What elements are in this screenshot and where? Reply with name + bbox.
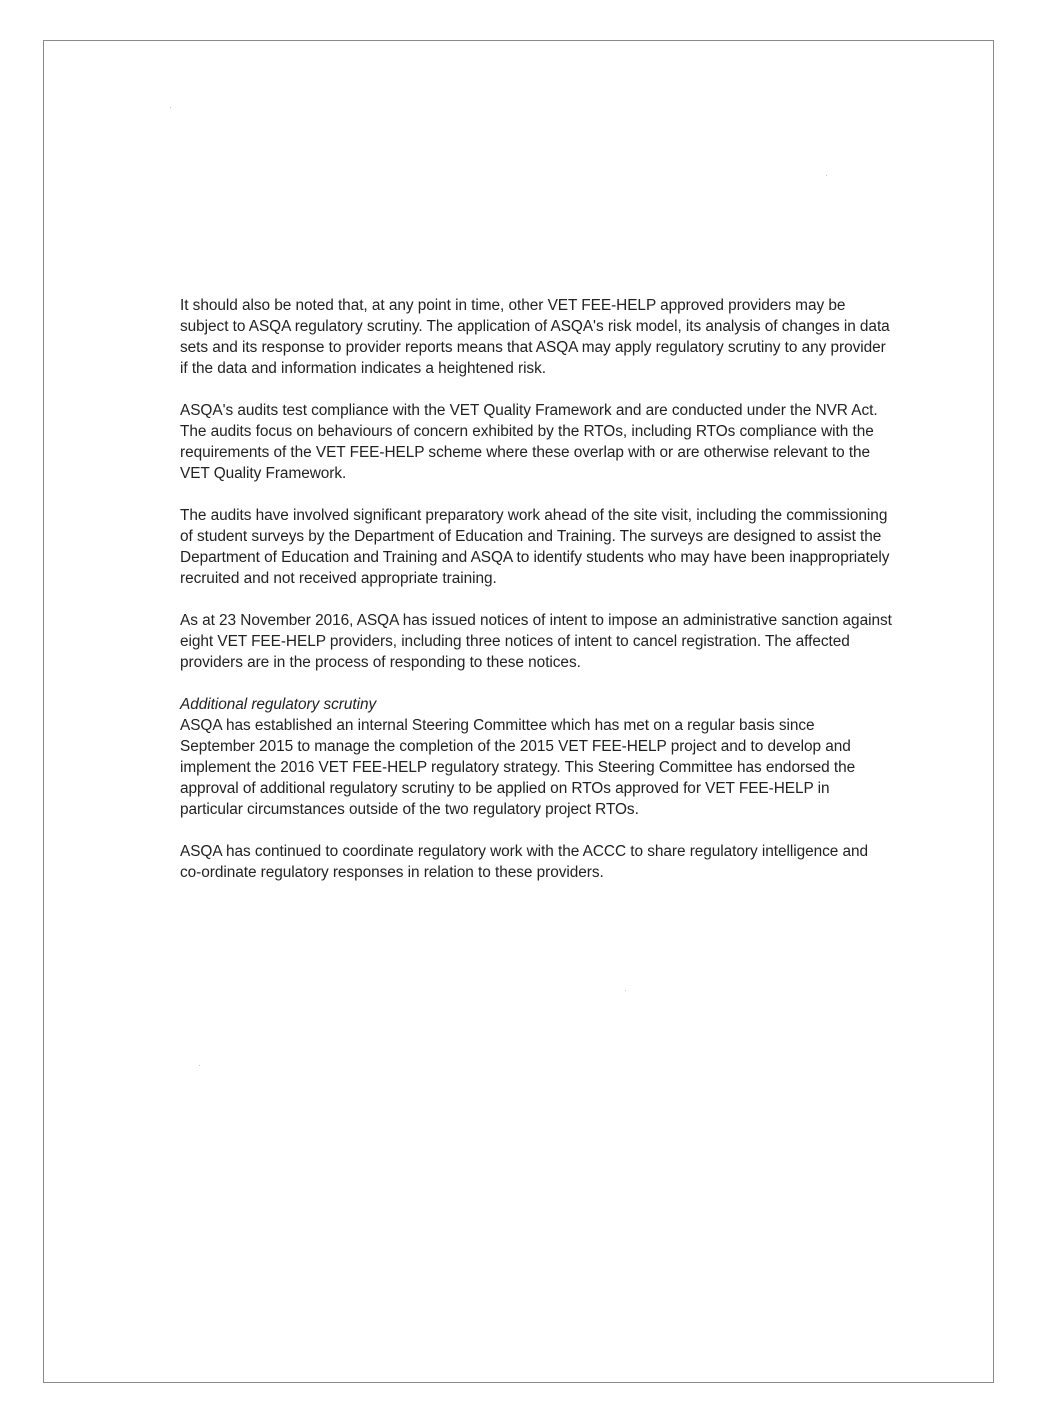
paragraph-steering-committee: ASQA has established an internal Steering Committee which has met on a regular basis since September 2015 to manage the completion of the 2015 VET FEE-HELP project and to develop and implement the 2016 VET FEE-HELP regulatory strategy. This Steering Committee has endorsed the approval of additional regulatory scrutiny to be applied on RTOs approved for VET FEE-HELP in particular circumstances outside of the two regulatory project RTOs. xyxy=(180,717,856,818)
document-body xyxy=(180,295,892,904)
scan-speck xyxy=(170,107,171,108)
scan-speck xyxy=(625,990,626,991)
paragraph-asqa-audits: ASQA's audits test compliance with the VET Quality Framework and are conducted under the NVR Act. The audits focus on behaviours of concern exhibited by the RTOs, including RTOs compliance with the requirements of the VET FEE-HELP scheme where these overlap with or are otherwise relevant to the VET Quality Framework. xyxy=(180,402,878,482)
scan-speck xyxy=(199,1065,200,1066)
paragraph-accc-coordination: ASQA has continued to coordinate regulatory work with the ACCC to share regulatory intelligence and co-ordinate regulatory responses in relation to these providers. xyxy=(180,843,869,881)
paragraph-other-providers: It should also be noted that, at any point in time, other VET FEE-HELP approved providers may be subject to ASQA regulatory scrutiny. The application of ASQA's risk model, its analysis of changes in data sets and its response to provider reports means that ASQA may apply regulatory scrutiny to any provider if the data and information indicates a heightened risk. xyxy=(180,297,890,377)
paragraph-notices-of-intent: As at 23 November 2016, ASQA has issued notices of intent to impose an administrative sanction against eight VET FEE-HELP providers, including three notices of intent to cancel registration. The affected providers are in the process of responding to these notices. xyxy=(180,612,892,671)
section-heading: Additional regulatory scrutiny xyxy=(180,696,377,713)
scan-speck xyxy=(826,175,827,176)
paragraph-preparatory-work: The audits have involved significant preparatory work ahead of the site visit, including the commissioning of student surveys by the Department of Education and Training. The surveys are designed to assist the Department of Education and Training and ASQA to identify students who may have been inappropriately recruited and not received appropriate training. xyxy=(180,507,890,587)
